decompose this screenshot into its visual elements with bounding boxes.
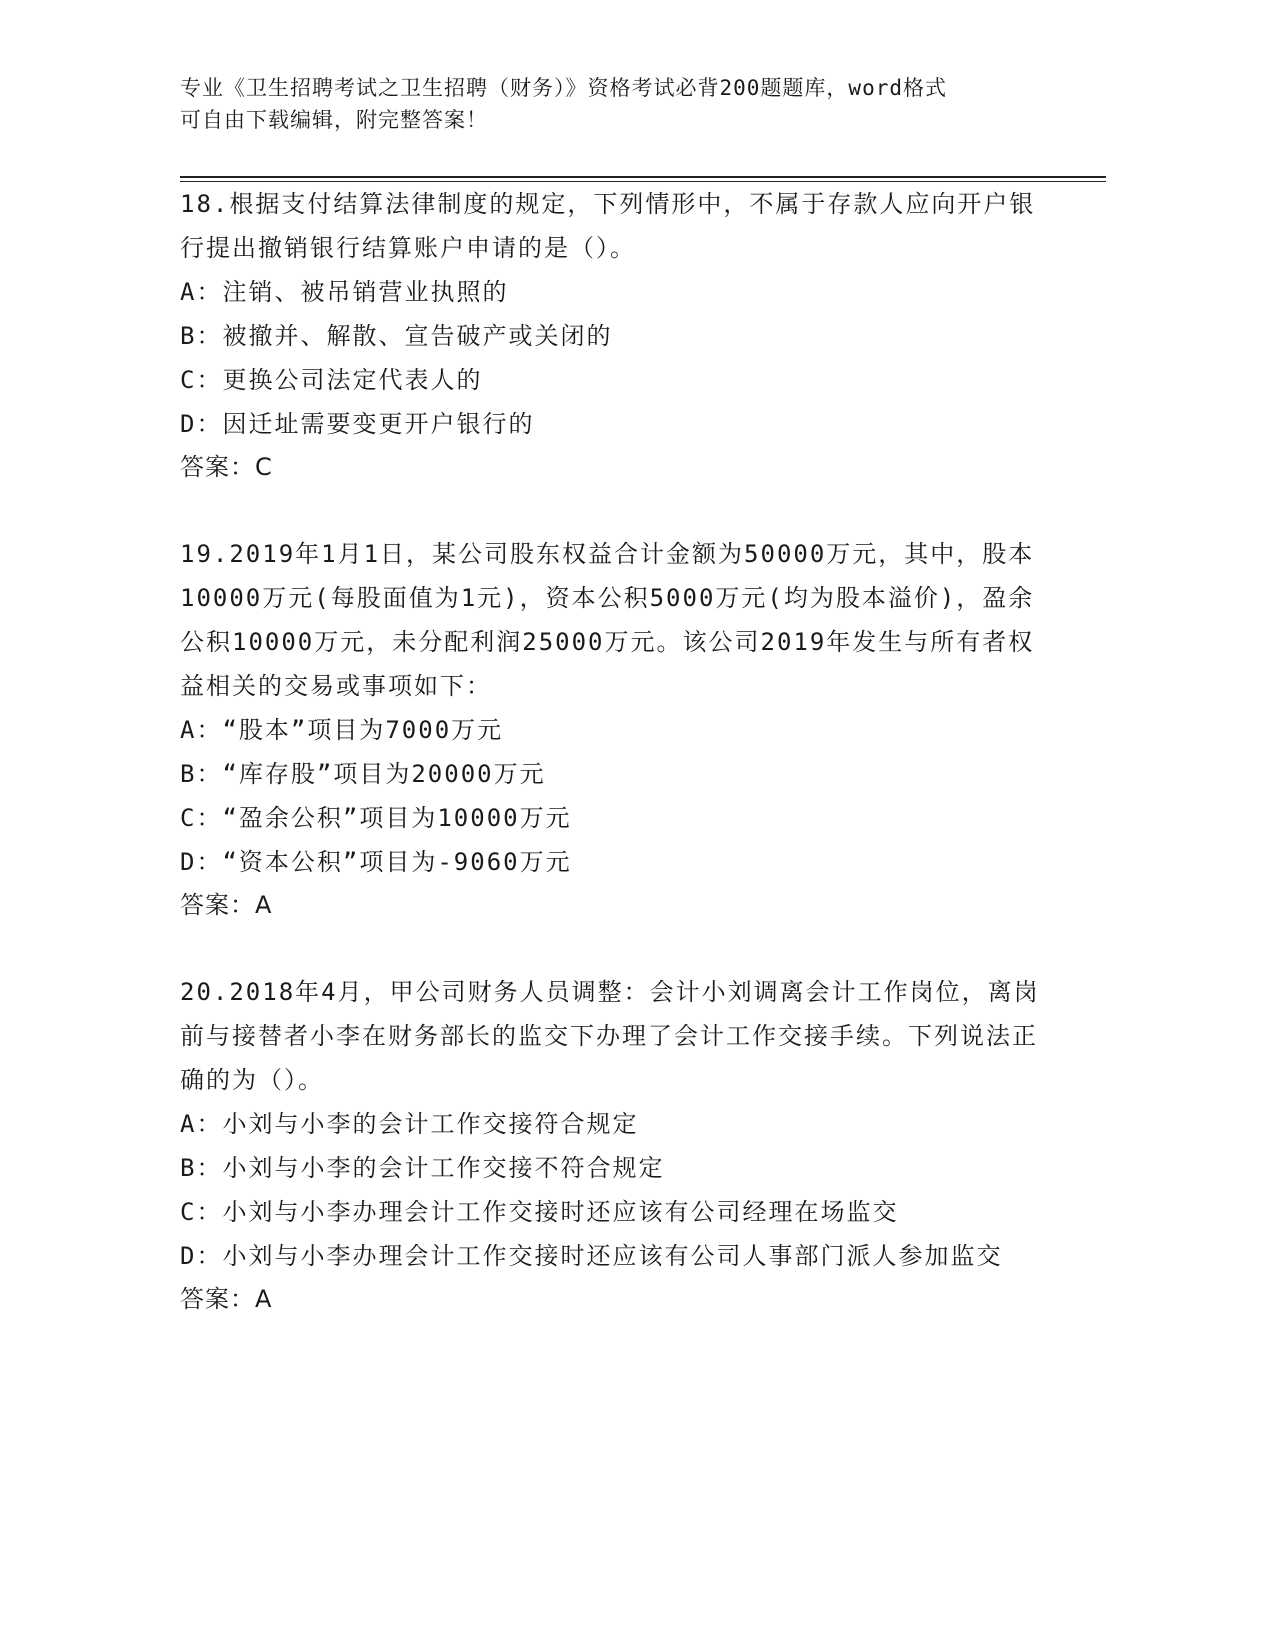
option-d: D：“资本公积”项目为-9060万元 <box>180 848 572 876</box>
option-a: A：小刘与小李的会计工作交接符合规定 <box>180 1110 639 1138</box>
question-body: 2019年1月1日，某公司股东权益合计金额为50000万元，其中，股本10000万元(每股面值为1元)，资本公积5000万元(均为股本溢价)，盈余公积10000万元，未分配利润25000万元。该公司2019年发生与所有者权益相关的交易或事项如下： <box>180 540 1035 700</box>
question-number: 18. <box>180 190 230 218</box>
question-body: 2018年4月，甲公司财务人员调整：会计小刘调离会计工作岗位，离岗前与接替者小李在财务部长的监交下办理了会计工作交接手续。下列说法正确的为（）。 <box>180 978 1040 1094</box>
option-a: A：注销、被吊销营业执照的 <box>180 278 509 306</box>
answer-value: A <box>255 891 273 919</box>
question-text <box>180 532 1040 708</box>
option-b: B：“库存股”项目为20000万元 <box>180 760 546 788</box>
document-header <box>180 72 1040 136</box>
answer-line <box>180 1278 1040 1320</box>
question-number: 19. <box>180 540 230 568</box>
header-line-1: 专业《卫生招聘考试之卫生招聘（财务）》资格考试必背200题题库，word格式 <box>180 76 947 100</box>
option-d: D：小刘与小李办理会计工作交接时还应该有公司人事部门派人参加监交 <box>180 1242 1003 1270</box>
question-list <box>180 182 1040 1364</box>
option-b: B：被撤并、解散、宣告破产或关闭的 <box>180 322 613 350</box>
option-b: B：小刘与小李的会计工作交接不符合规定 <box>180 1154 665 1182</box>
question-20 <box>180 970 1040 1320</box>
question-18 <box>180 182 1040 488</box>
question-text <box>180 182 1040 270</box>
question-19 <box>180 532 1040 926</box>
header-line-2: 可自由下载编辑，附完整答案！ <box>180 108 488 132</box>
answer-line <box>180 446 1040 488</box>
option-a: A：“股本”项目为7000万元 <box>180 716 504 744</box>
answer-line <box>180 884 1040 926</box>
answer-value: C <box>255 453 273 481</box>
answer-label: 答案： <box>180 891 255 919</box>
answer-value: A <box>255 1285 273 1313</box>
question-body: 根据支付结算法律制度的规定，下列情形中，不属于存款人应向开户银行提出撤销银行结算账户申请的是（）。 <box>180 190 1036 262</box>
option-d: D：因迁址需要变更开户银行的 <box>180 410 535 438</box>
option-c: C：“盈余公积”项目为10000万元 <box>180 804 572 832</box>
option-c: C：更换公司法定代表人的 <box>180 366 483 394</box>
question-number: 20. <box>180 978 230 1006</box>
answer-label: 答案： <box>180 1285 255 1313</box>
answer-label: 答案： <box>180 453 255 481</box>
question-text <box>180 970 1040 1102</box>
header-divider-thick <box>180 176 1106 178</box>
option-c: C：小刘与小李办理会计工作交接时还应该有公司经理在场监交 <box>180 1198 899 1226</box>
